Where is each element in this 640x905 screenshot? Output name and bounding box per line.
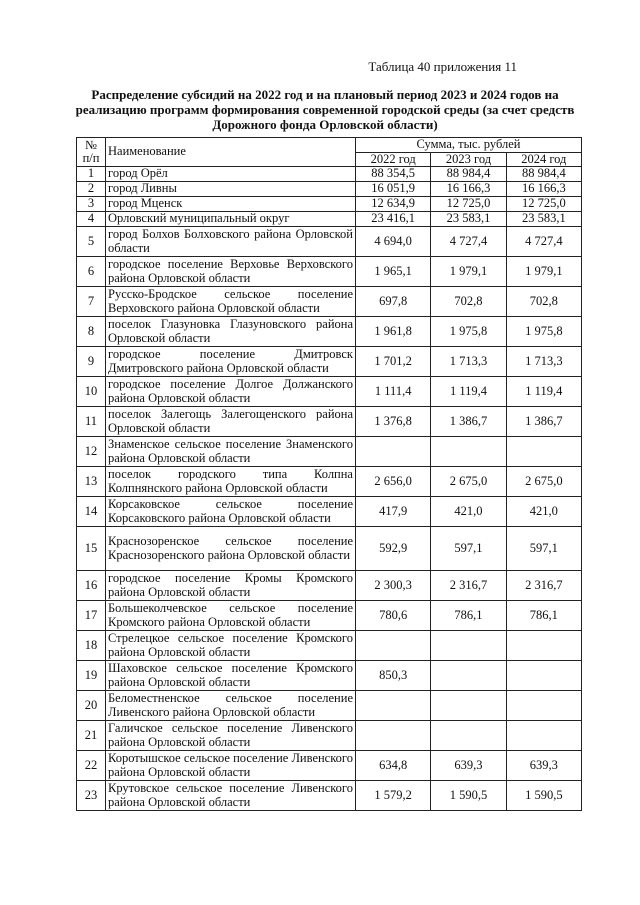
row-value-2024: 2 316,7 xyxy=(506,571,581,601)
row-number: 23 xyxy=(77,781,106,811)
table-row xyxy=(77,407,582,437)
row-value-2024: 4 727,4 xyxy=(506,227,581,257)
row-number: 11 xyxy=(77,407,106,437)
row-value-2024 xyxy=(506,721,581,751)
table-row xyxy=(77,527,582,571)
row-value-2024: 1 975,8 xyxy=(506,317,581,347)
row-number: 21 xyxy=(77,721,106,751)
row-value-2023: 786,1 xyxy=(431,601,506,631)
row-number: 10 xyxy=(77,377,106,407)
row-value-2022: 2 656,0 xyxy=(356,467,431,497)
row-name: город Ливны xyxy=(106,182,356,197)
row-name: поселок Залегощь Залегощенского района Орловской области xyxy=(106,407,356,437)
row-value-2023: 597,1 xyxy=(431,527,506,571)
row-value-2023: 23 583,1 xyxy=(431,212,506,227)
row-name: Орловский муниципальный округ xyxy=(106,212,356,227)
row-number: 1 xyxy=(77,167,106,182)
header-year-2022: 2022 год xyxy=(356,152,431,167)
row-value-2022: 1 961,8 xyxy=(356,317,431,347)
row-name: поселок Глазуновка Глазуновского района Орловской области xyxy=(106,317,356,347)
row-value-2023: 1 590,5 xyxy=(431,781,506,811)
row-value-2024: 1 979,1 xyxy=(506,257,581,287)
row-name: Крутовское сельское поселение Ливенского района Орловской области xyxy=(106,781,356,811)
table-row xyxy=(77,182,582,197)
row-value-2023: 1 975,8 xyxy=(431,317,506,347)
row-value-2024: 88 984,4 xyxy=(506,167,581,182)
row-value-2022: 1 579,2 xyxy=(356,781,431,811)
row-name: Коротышское сельское поселение Ливенского района Орловской области xyxy=(106,751,356,781)
row-value-2024: 702,8 xyxy=(506,287,581,317)
row-name: городское поселение Верховье Верховского района Орловской области xyxy=(106,257,356,287)
row-value-2022: 88 354,5 xyxy=(356,167,431,182)
row-value-2024 xyxy=(506,631,581,661)
row-name: поселок городского типа Колпна Колпнянского района Орловской области xyxy=(106,467,356,497)
table-row xyxy=(77,317,582,347)
row-value-2022: 850,3 xyxy=(356,661,431,691)
row-name: Знаменское сельское поселение Знаменского района Орловской области xyxy=(106,437,356,467)
table-row xyxy=(77,167,582,182)
table-row xyxy=(77,721,582,751)
row-name: Шаховское сельское поселение Кромского района Орловской области xyxy=(106,661,356,691)
table-row xyxy=(77,437,582,467)
row-name: Беломестненское сельское поселение Ливенского района Орловской области xyxy=(106,691,356,721)
table-row xyxy=(77,227,582,257)
table-row xyxy=(77,571,582,601)
table-row xyxy=(77,257,582,287)
table-row xyxy=(77,212,582,227)
table-row xyxy=(77,601,582,631)
row-number: 2 xyxy=(77,182,106,197)
row-value-2023 xyxy=(431,721,506,751)
row-value-2023: 1 119,4 xyxy=(431,377,506,407)
table-body xyxy=(77,167,582,811)
row-number: 19 xyxy=(77,661,106,691)
row-value-2024: 2 675,0 xyxy=(506,467,581,497)
row-value-2024 xyxy=(506,437,581,467)
row-value-2023 xyxy=(431,691,506,721)
row-number: 4 xyxy=(77,212,106,227)
row-number: 17 xyxy=(77,601,106,631)
row-name: Корсаковское сельское поселение Корсаковского района Орловской области xyxy=(106,497,356,527)
row-name: городское поселение Дмитровск Дмитровского района Орловской области xyxy=(106,347,356,377)
table-caption: Таблица 40 приложения 11 xyxy=(368,59,517,74)
row-value-2024: 1 713,3 xyxy=(506,347,581,377)
row-number: 3 xyxy=(77,197,106,212)
row-value-2024: 1 119,4 xyxy=(506,377,581,407)
row-number: 15 xyxy=(77,527,106,571)
table-row xyxy=(77,197,582,212)
row-number: 22 xyxy=(77,751,106,781)
row-value-2023: 1 713,3 xyxy=(431,347,506,377)
row-value-2022: 16 051,9 xyxy=(356,182,431,197)
row-value-2024: 639,3 xyxy=(506,751,581,781)
row-value-2022: 1 111,4 xyxy=(356,377,431,407)
header-num: № п/п xyxy=(77,138,106,167)
row-number: 5 xyxy=(77,227,106,257)
row-number: 7 xyxy=(77,287,106,317)
row-value-2022 xyxy=(356,721,431,751)
row-name: город Орёл xyxy=(106,167,356,182)
row-value-2023: 421,0 xyxy=(431,497,506,527)
row-value-2023: 1 979,1 xyxy=(431,257,506,287)
row-name: городское поселение Долгое Должанского района Орловской области xyxy=(106,377,356,407)
row-value-2022: 697,8 xyxy=(356,287,431,317)
row-name: город Болхов Болховского района Орловской области xyxy=(106,227,356,257)
row-value-2023 xyxy=(431,631,506,661)
row-value-2024: 421,0 xyxy=(506,497,581,527)
row-value-2024 xyxy=(506,691,581,721)
row-value-2023: 702,8 xyxy=(431,287,506,317)
header-name: Наименование xyxy=(106,138,356,167)
row-value-2022: 12 634,9 xyxy=(356,197,431,212)
row-value-2023: 12 725,0 xyxy=(431,197,506,212)
row-value-2022: 592,9 xyxy=(356,527,431,571)
row-value-2022: 4 694,0 xyxy=(356,227,431,257)
row-value-2024: 597,1 xyxy=(506,527,581,571)
row-number: 6 xyxy=(77,257,106,287)
row-name: Галичское сельское поселение Ливенского района Орловской области xyxy=(106,721,356,751)
row-name: Стрелецкое сельское поселение Кромского района Орловской области xyxy=(106,631,356,661)
header-year-2023: 2023 год xyxy=(431,152,506,167)
row-value-2024: 1 590,5 xyxy=(506,781,581,811)
row-number: 12 xyxy=(77,437,106,467)
row-value-2022: 634,8 xyxy=(356,751,431,781)
row-number: 13 xyxy=(77,467,106,497)
row-value-2022 xyxy=(356,691,431,721)
row-value-2022: 1 701,2 xyxy=(356,347,431,377)
row-name: город Мценск xyxy=(106,197,356,212)
row-number: 20 xyxy=(77,691,106,721)
row-value-2023: 88 984,4 xyxy=(431,167,506,182)
row-name: Русско-Бродское сельское поселение Верховского района Орловской области xyxy=(106,287,356,317)
row-value-2024: 12 725,0 xyxy=(506,197,581,212)
row-value-2022: 2 300,3 xyxy=(356,571,431,601)
table-row xyxy=(77,631,582,661)
row-value-2022: 1 965,1 xyxy=(356,257,431,287)
row-value-2024 xyxy=(506,661,581,691)
table-row xyxy=(77,347,582,377)
table-row xyxy=(77,377,582,407)
row-value-2023 xyxy=(431,661,506,691)
row-number: 18 xyxy=(77,631,106,661)
row-number: 8 xyxy=(77,317,106,347)
row-value-2023: 1 386,7 xyxy=(431,407,506,437)
row-value-2024: 16 166,3 xyxy=(506,182,581,197)
row-value-2022: 780,6 xyxy=(356,601,431,631)
table-row xyxy=(77,751,582,781)
row-value-2023: 4 727,4 xyxy=(431,227,506,257)
row-value-2023: 2 675,0 xyxy=(431,467,506,497)
table-row xyxy=(77,467,582,497)
header-year-2024: 2024 год xyxy=(506,152,581,167)
row-value-2024: 23 583,1 xyxy=(506,212,581,227)
table-row xyxy=(77,691,582,721)
row-value-2023: 639,3 xyxy=(431,751,506,781)
header-sum: Сумма, тыс. рублей xyxy=(356,138,582,153)
table-row xyxy=(77,781,582,811)
row-value-2022: 23 416,1 xyxy=(356,212,431,227)
row-value-2022 xyxy=(356,631,431,661)
row-name: Большеколчевское сельское поселение Кромского района Орловской области xyxy=(106,601,356,631)
row-value-2023: 16 166,3 xyxy=(431,182,506,197)
row-number: 16 xyxy=(77,571,106,601)
row-value-2022: 417,9 xyxy=(356,497,431,527)
row-name: городское поселение Кромы Кромского района Орловской области xyxy=(106,571,356,601)
table-row xyxy=(77,661,582,691)
row-number: 9 xyxy=(77,347,106,377)
row-name: Краснозоренское сельское поселение Краснозоренского района Орловской области xyxy=(106,527,356,571)
row-value-2023: 2 316,7 xyxy=(431,571,506,601)
row-value-2024: 1 386,7 xyxy=(506,407,581,437)
table-row xyxy=(77,287,582,317)
subsidy-table xyxy=(76,137,582,811)
row-number: 14 xyxy=(77,497,106,527)
row-value-2024: 786,1 xyxy=(506,601,581,631)
row-value-2022 xyxy=(356,437,431,467)
row-value-2023 xyxy=(431,437,506,467)
document-title: Распределение субсидий на 2022 год и на плановый период 2023 и 2024 годов на реализацию программ формирования современной городской среды (за счет средств Дорожного фонда Орловской области) xyxy=(75,87,575,132)
table-row xyxy=(77,497,582,527)
row-value-2022: 1 376,8 xyxy=(356,407,431,437)
